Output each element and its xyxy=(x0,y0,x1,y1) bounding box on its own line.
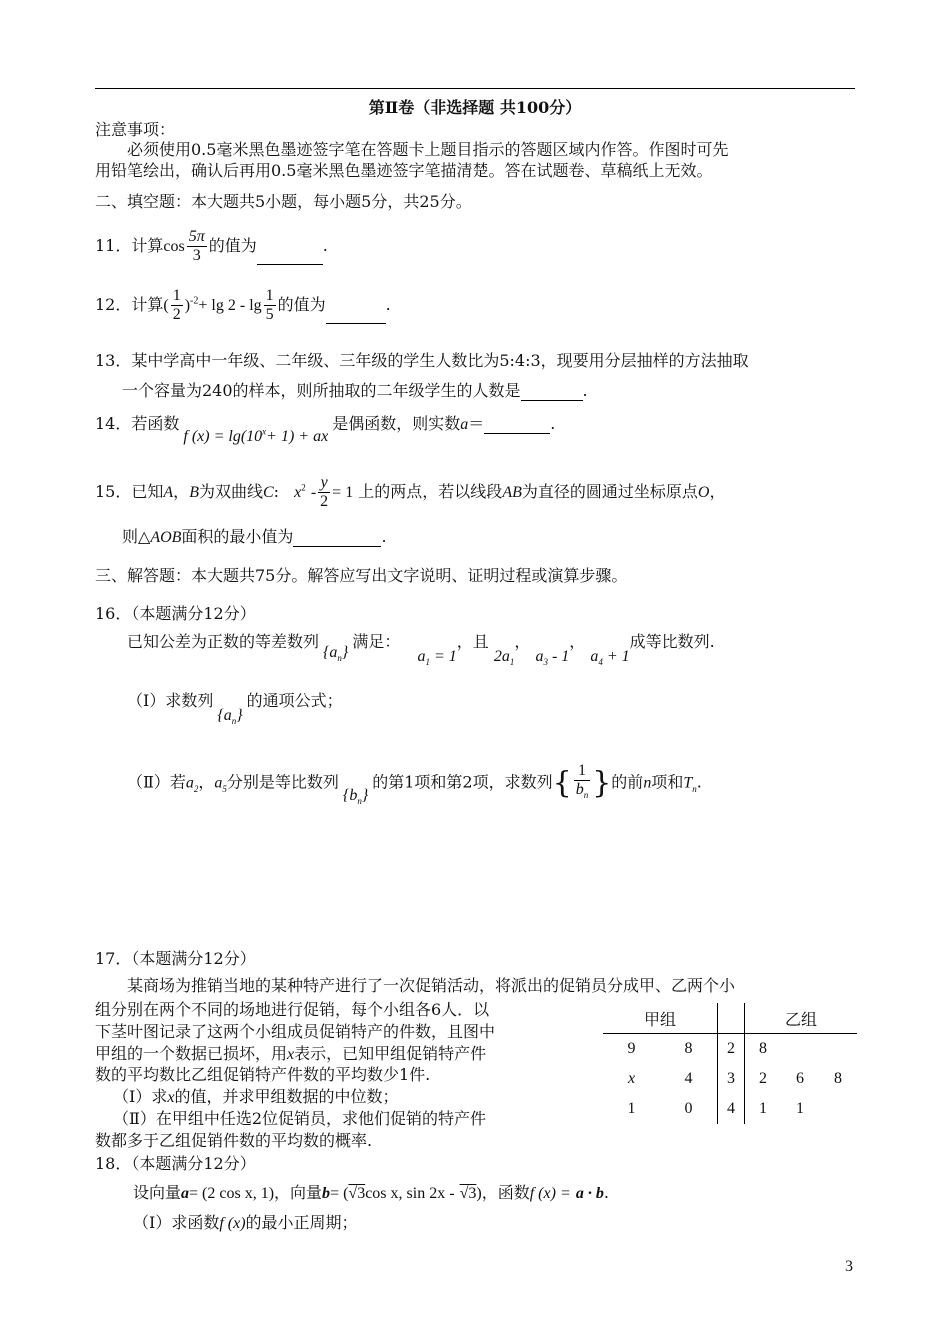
q15-post: 上的两点，若以线段 xyxy=(358,482,503,501)
q17-part1 xyxy=(113,1084,398,1107)
q17-line4b: 表示，已知甲组促销特产件 xyxy=(294,1044,487,1063)
q15-sep: ， xyxy=(173,482,190,501)
q17-header: 17．（本题满分12分） xyxy=(95,949,256,968)
q16-end: . xyxy=(696,772,702,792)
q12-exponent: -2 xyxy=(190,295,199,307)
q16-seq-letter: a xyxy=(329,644,338,661)
stem-leaf-row xyxy=(603,1034,857,1065)
leaf-left: 0 xyxy=(684,1100,693,1117)
q15-frac-den: 2 xyxy=(320,493,329,510)
q16-a1-sub: 1 xyxy=(425,657,430,668)
q17-line-4 xyxy=(95,1041,486,1064)
q16-seq-a: $\{a_n\}$ xyxy=(323,644,349,664)
q11-frac-num: 5π xyxy=(188,228,205,245)
q11-end: . xyxy=(322,236,328,255)
question-15-line-2 xyxy=(122,524,387,547)
q16-p2-post2: 项和 xyxy=(651,772,684,792)
q15-x: x xyxy=(294,484,302,501)
q16-intro: 已知公差为正数的等差数列$\{a_n\}$满足： $a_1 = 1$，且 $2a_1$， $a_3 - 1$， $a_4 + 1$成等比数列. xyxy=(127,632,715,668)
leaf-right: 1 xyxy=(796,1100,804,1117)
left-group-header: 甲组 xyxy=(603,1003,718,1034)
q18-b-val2: cos x, sin 2x - xyxy=(365,1185,455,1202)
q15-comma: ， xyxy=(709,482,726,501)
q17-line-3: 下茎叶图记录了这两个小组成员促销特产的件数，且图中 xyxy=(95,1022,496,1041)
q17-p1a: （Ⅰ）求 xyxy=(113,1087,168,1106)
q12-number: 12． xyxy=(95,295,132,314)
q16-part1 xyxy=(127,688,343,727)
q12-frac-den: 5 xyxy=(265,306,274,323)
q16-b-sub: n xyxy=(357,795,362,806)
q12-fraction xyxy=(264,287,276,324)
q16-recip-fraction xyxy=(574,762,591,804)
question-13-line-1: 13．某中学高中一年级、二年级、三年级的学生人数比为5:4:3，现要用分层抽样的方法抽取 xyxy=(95,351,749,370)
q16-a2: a xyxy=(185,774,194,792)
q15-fraction xyxy=(318,474,330,511)
q16-t3-rest: + 1 xyxy=(606,648,630,665)
q16-p1-label: （Ⅰ）求数列 xyxy=(127,691,214,710)
q18-sqrt1: √3 xyxy=(348,1185,366,1202)
notice-line-1: 必须使用0.5毫米黑色墨迹签字笔在答题卡上题目指示的答题区域内作答。作图时可先 xyxy=(127,140,729,159)
q12-frac-num: 1 xyxy=(265,287,274,304)
q15-A: A xyxy=(163,484,174,501)
q14-formula-sup: x xyxy=(262,426,267,437)
q11-frac-den: 3 xyxy=(192,247,201,264)
q16-intro-text: 已知公差为正数的等差数列 xyxy=(127,632,320,651)
q16-p1-seq: $\{a_n\}$ xyxy=(217,707,243,727)
q14-eq: ＝ xyxy=(468,414,485,433)
q14-end: . xyxy=(550,414,556,433)
stem: 3 xyxy=(718,1064,745,1094)
q16-p2-post: 的前 xyxy=(611,772,644,792)
q16-recip-sub: n xyxy=(583,790,589,801)
q18-pre: 设向量 xyxy=(133,1183,182,1202)
notice-line-2: 用铅笔绘出，确认后再用0.5毫米黑色墨迹签字笔描清楚。答在试题卷、草稿纸上无效。 xyxy=(95,161,713,180)
page-number: 3 xyxy=(845,1258,853,1275)
q18-p1f: f (x) xyxy=(219,1215,246,1232)
q15-number: 15． xyxy=(95,482,132,501)
stem-leaf-row xyxy=(603,1094,857,1124)
q11-fn: cos xyxy=(163,238,185,255)
leaf-left: 4 xyxy=(684,1070,693,1087)
q16-p1-post: 的通项公式； xyxy=(246,691,343,710)
notice-heading: 注意事项： xyxy=(95,120,176,139)
question-11 xyxy=(95,228,328,265)
q17-line-1: 某商场为推销当地的某种特产进行了一次促销活动，将派出的促销员分成甲、乙两个小 xyxy=(127,976,736,995)
q18-end: . xyxy=(603,1183,609,1202)
q12-post: 的值为 xyxy=(277,295,326,314)
q16-recip-den xyxy=(574,781,591,804)
q11-pre: 计算 xyxy=(131,236,164,255)
header-rule xyxy=(95,88,855,89)
q16-t3 xyxy=(590,648,629,667)
question-15-line-1 xyxy=(95,474,725,511)
q16-p1-seq-letter: a xyxy=(223,707,232,724)
stem-leaf-row xyxy=(603,1064,857,1094)
q16-a5-sub: 5 xyxy=(222,783,227,794)
question-13-line-2 xyxy=(122,378,588,401)
q18-f: f (x) = xyxy=(529,1185,571,1202)
q18-dot: a · b xyxy=(575,1185,604,1202)
q15-colon: : xyxy=(273,482,280,501)
q16-recip-b: b xyxy=(575,781,584,798)
q16-a2-sub: 2 xyxy=(193,783,199,794)
leaf-left: 8 xyxy=(684,1040,693,1057)
leaf-right: 2 xyxy=(759,1070,767,1087)
q15-minus: - xyxy=(310,484,317,501)
q14-post: 是偶函数，则实数 xyxy=(332,414,461,433)
question-14 xyxy=(95,411,556,445)
q16-right-brace: } xyxy=(592,765,612,801)
q13-end: . xyxy=(582,381,588,400)
q17-p1b: 的值，并求甲组数据的中位数； xyxy=(174,1087,399,1106)
q11-number: 11． xyxy=(95,236,132,255)
leaf-right: 8 xyxy=(759,1040,767,1057)
q18-p1b: 的最小正周期； xyxy=(245,1213,358,1232)
q16-header: 16．（本题满分12分） xyxy=(95,604,256,623)
q16-a5: a xyxy=(214,774,223,792)
q16-t3-sub: 4 xyxy=(598,657,603,668)
q17-line-5: 数的平均数比乙组促销特产件数的平均数少1件. xyxy=(95,1065,431,1084)
q18-b-val3: ) xyxy=(476,1185,482,1202)
q16-geo: 成等比数列. xyxy=(629,632,715,651)
q11-fraction xyxy=(187,228,207,265)
q15-pre: 已知 xyxy=(131,482,164,501)
q16-a1-val: = 1 xyxy=(433,648,457,665)
q16-t1-sub: 1 xyxy=(509,657,515,668)
q16-p2-mid: 分别是等比数列 xyxy=(226,772,339,792)
q15-B: B xyxy=(189,484,199,501)
q15-answer-blank[interactable] xyxy=(293,546,381,547)
q18-vec-a: a xyxy=(181,1185,190,1202)
q16-p1-seq-sub: n xyxy=(231,716,237,727)
q15-eq1: = 1 xyxy=(332,484,354,501)
q16-t3-text: a xyxy=(590,648,599,665)
stem: 4 xyxy=(718,1094,745,1124)
q16-seq-sub: n xyxy=(337,653,342,664)
q16-left-brace: { xyxy=(552,765,572,801)
q18-header: 18．（本题满分12分） xyxy=(95,1154,256,1173)
stem-header xyxy=(718,1003,745,1034)
q14-answer-blank[interactable] xyxy=(484,433,550,434)
q18-part1 xyxy=(133,1210,358,1233)
part3-heading: 三、解答题：本大题共75分。解答应写出文字说明、证明过程或演算步骤。 xyxy=(95,566,628,585)
q16-p2-mid2: 的第1项和第2项，求数列 xyxy=(372,772,553,792)
q18-mid2: ，函数 xyxy=(481,1183,530,1202)
right-group-header: 乙组 xyxy=(745,1003,858,1034)
q14-number: 14． xyxy=(95,414,132,433)
q14-formula-b: + 1) + ax xyxy=(266,428,329,445)
q16-recip-num: 1 xyxy=(574,762,591,781)
q16-t1 xyxy=(494,648,515,667)
q17-p1-x: x xyxy=(167,1089,175,1106)
stem-leaf-header xyxy=(603,1003,857,1034)
q12-base-den: 2 xyxy=(172,306,181,323)
q16-b-letter: b xyxy=(349,786,358,804)
q18-mid: ，向量 xyxy=(274,1183,323,1202)
q17-x: x xyxy=(287,1046,295,1063)
q14-pre: 若函数 xyxy=(131,414,180,433)
leaf-right: 1 xyxy=(759,1100,767,1117)
q11-post: 的值为 xyxy=(208,236,257,255)
q16-part2: （Ⅱ）若$a_2$，$a_5$分别是等比数列$\{b_n\}$的第1项和第2项，求数列{ $\frac{1}{b_n}$ }的前n项和$T_n$. xyxy=(127,762,702,806)
q15-mid: 为双曲线 xyxy=(198,482,263,501)
section-title: 第Ⅱ卷（非选择题 共100分） xyxy=(368,98,582,117)
part2-heading: 二、填空题：本大题共5小题，每小题5分，共25分。 xyxy=(95,192,472,211)
q18-sqrt2: √3 xyxy=(459,1185,477,1202)
q18-p1a: （Ⅰ）求函数 xyxy=(133,1213,220,1232)
q12-answer-blank[interactable] xyxy=(326,323,386,324)
q15-frac-num: y xyxy=(318,474,330,493)
leaf-left: 9 xyxy=(627,1040,636,1057)
q17-line-2: 组分别在两个不同的场地进行促销，每个小组各6人．以 xyxy=(95,1000,490,1019)
q16-t2 xyxy=(535,648,569,667)
q12-base-num: 1 xyxy=(172,287,181,304)
q16-and: ，且 xyxy=(456,632,489,651)
q12-end: . xyxy=(385,295,391,314)
q15-end: . xyxy=(381,527,387,546)
leaf-right: 8 xyxy=(834,1070,842,1087)
q15-line2b: 面积的最小值为 xyxy=(181,527,294,546)
q15-C: C xyxy=(262,484,274,501)
q15-AB: AB xyxy=(502,484,522,501)
q16-t2-sub: 3 xyxy=(543,657,548,668)
q14-formula-a: f (x) = lg(10 xyxy=(183,428,263,445)
q17-line4a: 甲组的一个数据已损坏，用 xyxy=(95,1044,288,1063)
leaf-right xyxy=(781,1034,819,1065)
leaf-left: x xyxy=(627,1070,636,1087)
q17-part2-cont: 数都多于乙组促销件数的平均数的概率. xyxy=(95,1131,373,1150)
q12-pre: 计算 xyxy=(131,295,164,314)
q16-t2-text: a xyxy=(535,648,544,665)
q16-T-sub: n xyxy=(692,783,697,794)
leaf-right xyxy=(819,1094,857,1124)
q14-formula xyxy=(183,426,328,446)
leaf-right: 6 xyxy=(796,1070,804,1087)
stem: 2 xyxy=(718,1034,745,1065)
q16-p2-label: （Ⅱ）若 xyxy=(127,772,186,792)
q16-t1-text: 2a xyxy=(493,648,510,665)
q13-line2-text: 一个容量为240的样本，则所抽取的二年级学生的人数是 xyxy=(122,381,521,400)
q15-line2a: 则△ xyxy=(122,527,151,546)
leaf-right xyxy=(819,1034,857,1065)
q16-t2-rest: - 1 xyxy=(551,648,570,665)
q14-var: a xyxy=(460,416,469,433)
q15-O: O xyxy=(697,484,710,501)
q16-n: n xyxy=(643,774,652,792)
q15-AOB: AOB xyxy=(150,529,182,546)
q18-setup xyxy=(133,1180,609,1203)
q12-mid: + lg 2 - lg xyxy=(198,297,262,314)
q15-x-sq: 2 xyxy=(301,482,306,493)
leaf-left: 1 xyxy=(627,1100,636,1117)
q17-part2: （Ⅱ）在甲组中任选2位促销员，求他们促销的特产件 xyxy=(113,1109,487,1128)
q16-a1-letter: a xyxy=(417,648,426,665)
question-12: 12．计算( $\frac{1}{2}$ )$^{-2}$+ lg 2 - lg $\frac{1}{5}$ 的值为 . xyxy=(95,287,391,323)
q18-b-val1: = ( xyxy=(330,1185,349,1202)
q16-a1 xyxy=(417,648,456,667)
q16-meets: 满足： xyxy=(352,632,401,651)
q18-vec-b: b xyxy=(322,1185,331,1202)
stem-leaf-plot xyxy=(603,1003,857,1124)
q12-base-fraction xyxy=(171,287,183,324)
q11-answer-blank[interactable] xyxy=(257,264,323,265)
q18-a-val: = (2 cos x, 1) xyxy=(189,1185,275,1202)
q16-b-seq: $\{b_n\}$ xyxy=(342,786,369,806)
q16-T: T xyxy=(683,774,693,792)
q15-post2: 为直径的圆通过坐标原点 xyxy=(521,482,698,501)
q13-answer-blank[interactable] xyxy=(521,400,583,401)
